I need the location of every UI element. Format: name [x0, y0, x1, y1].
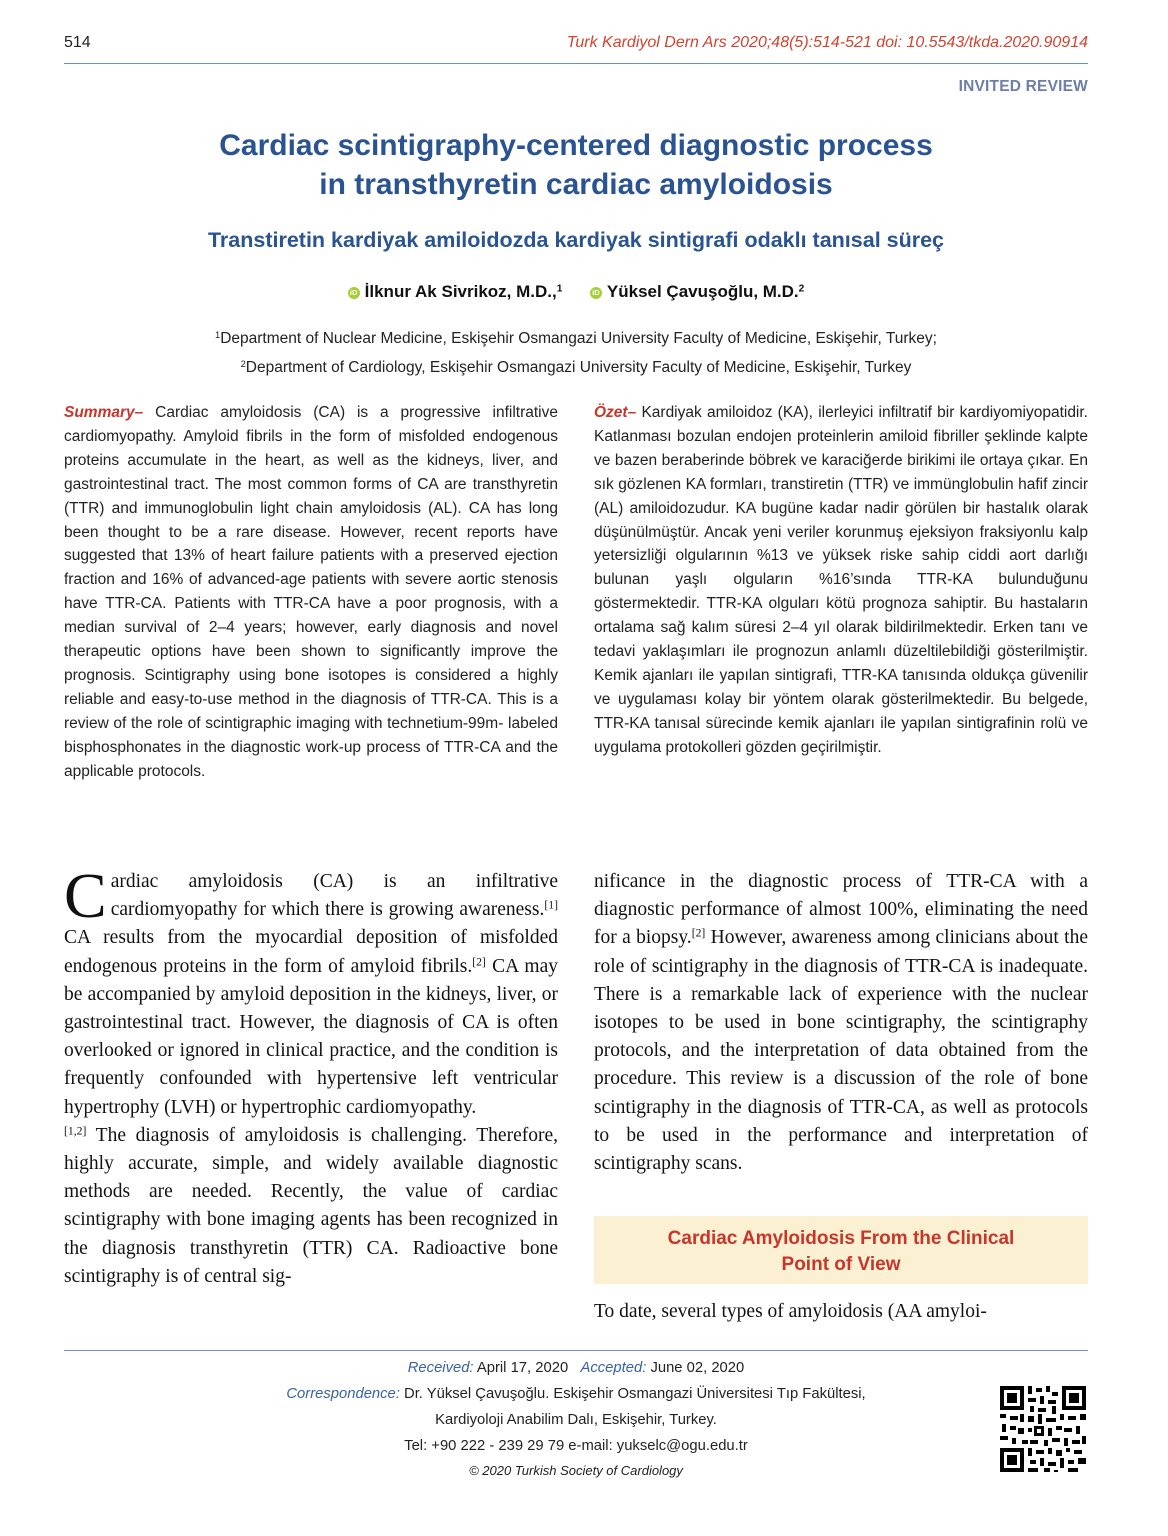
affiliation-2: $^2$Department of Cardiology, Eskişehir Osmangazi University Faculty of Medicine, Eskişehir, Turkey — [240, 358, 912, 376]
contact-info: Tel: +90 222 - 239 29 79 e-mail: yukselc@ogu.edu.tr — [404, 1438, 748, 1454]
qr-code-icon[interactable] — [998, 1384, 1088, 1474]
author-name-1: İlknur Ak Sivrikoz, M.D., — [364, 282, 557, 301]
dates-line: Received: April 17, 2020 Accepted: June 02, 2020 — [407, 1360, 745, 1376]
title-line-1: Cardiac scintigraphy-centered diagnostic process — [219, 129, 933, 162]
author-list — [64, 282, 1088, 302]
page-number: 514 — [64, 34, 91, 51]
citation[interactable]: [1,2] — [64, 1124, 87, 1138]
author-affil-2: 2 — [798, 283, 805, 295]
body-column-right: nificance in the diagnostic process of TTR-CA with a diagnostic performance of almost 100%, eliminating the need for a biopsy.[2] However, awareness among clinicians about the role of scintigraphy in the diagnosis of TTR-CA is inadequate. There is a remarkable lack of experience with the nuclear isotopes to be used in bone scintigraphy, the scintigraphy protocols, and the interpretation of data obtained from the procedure. This review is a discussion of the role of bone scintigraphy in the diagnosis of TTR-CA, as well as protocols to be used in the performance and interpretation of scintigraphy scans. — [594, 871, 1088, 1175]
correspondence-address: Kardiyoloji Anabilim Dalı, Eskişehir, Turkey. — [435, 1412, 717, 1428]
section-body-start: To date, several types of amyloidosis (AA amyloi- — [594, 1301, 987, 1322]
citation[interactable]: [1] — [544, 898, 558, 912]
abstract-english — [64, 401, 558, 784]
copyright-notice: © 2020 Turkish Society of Cardiology — [469, 1463, 683, 1478]
abstract-text: Kardiyak amiloidoz (KA), ilerleyici infiltratif bir kardiyomiyopatidir. Katlanması bozulan endojen proteinlerin amiloid fibriller şeklinde kalpte ve bazen beraberinde böbrek ve karaciğerde birikimi ile ortaya çıkar. En sık gözlenen KA formları, transtiretin (TTR) ve immünglobulin hafif zincir (AL) amiloidozudur. KA bugüne kadar nadir görülen bir hastalık olarak düşünülmüştür. Ancak yeni veriler korunmuş ejeksiyon fraksiyonlu kalp yetersizliği olgularının %13 ve yüksek riske sahip ciddi aort darlığı bulunan yaşlı olguların %16’sında TTR-KA bulunduğunu göstermektedir. TTR-KA olguları kötü prognoza sahiptir. Bu hastaların ortalama sağ kalım süresi 2–4 yıl olarak bildirilmektedir. Erken tanı ve tedavi yaklaşımları ile prognozun anlamlı düzeltilebildiği gösterilmiştir. Kemik ajanları ile yapılan sintigrafi, TTR-KA tanısında oldukça güvenilir ve uygulaması kolay bir yöntem olarak gösterilmektedir. Bu belgede, TTR-KA tanısal sürecinde kemik ajanları ile yapılan sintigrafinin rolü ve uygulama protokolleri gözden geçirilmiştir. — [594, 404, 1088, 756]
abstract-label: Özet– — [594, 404, 637, 421]
author-affil-1: 1 — [556, 283, 563, 295]
journal-reference: Turk Kardiyol Dern Ars 2020;48(5):514-521 doi: 10.5543/tkda.2020.90914 — [566, 34, 1088, 51]
citation[interactable]: [2] — [691, 926, 706, 940]
article-title — [64, 126, 1088, 204]
drop-cap: C — [64, 860, 107, 931]
abstract-label: Summary– — [64, 404, 144, 421]
author-name-2: Yüksel Çavuşoğlu, M.D. — [606, 282, 799, 301]
abstract-text: Cardiac amyloidosis (CA) is a progressive infiltrative cardiomyopathy. Amyloid fibrils in the form of misfolded endogenous proteins accumulate in the heart, as well as the kidneys, liver, and gastrointestinal tract. The most common forms of CA are transthyretin (TTR) and immunoglobulin light chain amyloidosis (AL). CA has long been thought to be a rare disease. However, recent reports have suggested that 13% of heart failure patients with a preserved ejection fraction and 16% of advanced-age patients with severe aortic stenosis have TTR-CA. Patients with TTR-CA have a poor prognosis, with a median survival of 2–4 years; however, early diagnosis and novel therapeutic options have been shown to significantly improve the prognosis. Scintigraphy using bone isotopes is considered a highly reliable and easy-to-use method in the diagnosis of TTR-CA. This is a review of the role of scintigraphic imaging with technetium-99m- labeled bisphosphonates in the diagnostic work-up process of TTR-CA and the applicable protocols. — [64, 404, 558, 780]
section-heading: Cardiac Amyloidosis From the Clinical Point of View — [667, 1228, 1015, 1275]
body-column-left: Cardiac amyloidosis (CA) is an infiltrative cardiomyopathy for which there is growing awareness.[1] CA results from the myocardial deposition of misfolded endogenous proteins in the form of amyloid fibrils.[2] CA may be accompanied by amyloid deposition in the kidneys, liver, or gastrointestinal tract. However, the diagnosis of CA is often overlooked or ignored in clinical practice, and the condition is frequently confounded with hypertensive left ventricular hypertrophy (LVH) or hypertrophic cardiomyopathy. [1,2] The diagnosis of amyloidosis is challenging. Therefore, highly accurate, simple, and widely available diagnostic methods are needed. Recently, the value of cardiac scintigraphy with bone imaging agents has been recognized in the diagnosis transthyretin (TTR) CA. Radioactive bone scintigraphy is of central sig- — [64, 860, 558, 1287]
article-type-label: INVITED REVIEW — [958, 78, 1088, 95]
section-heading-box — [594, 1216, 1088, 1284]
footer-divider — [64, 1350, 1088, 1351]
orcid-icon[interactable]: iD — [590, 287, 602, 299]
orcid-icon[interactable]: iD — [348, 287, 360, 299]
correspondence-line: Correspondence: Dr. Yüksel Çavuşoğlu. Eskişehir Osmangazi Üniversitesi Tıp Fakültesi, — [286, 1386, 866, 1402]
turkish-title: Transtiretin kardiyak amiloidozda kardiyak sintigrafi odaklı tanısal süreç — [207, 228, 945, 252]
affiliation-1: $^1$Department of Nuclear Medicine, Eskişehir Osmangazi University Faculty of Medicine, Eskişehir, Turkey; — [215, 329, 937, 347]
citation[interactable]: [2] — [472, 955, 486, 969]
header-divider — [64, 63, 1088, 64]
title-line-2: in transthyretin cardiac amyloidosis — [319, 168, 833, 201]
abstract-turkish — [594, 401, 1088, 760]
